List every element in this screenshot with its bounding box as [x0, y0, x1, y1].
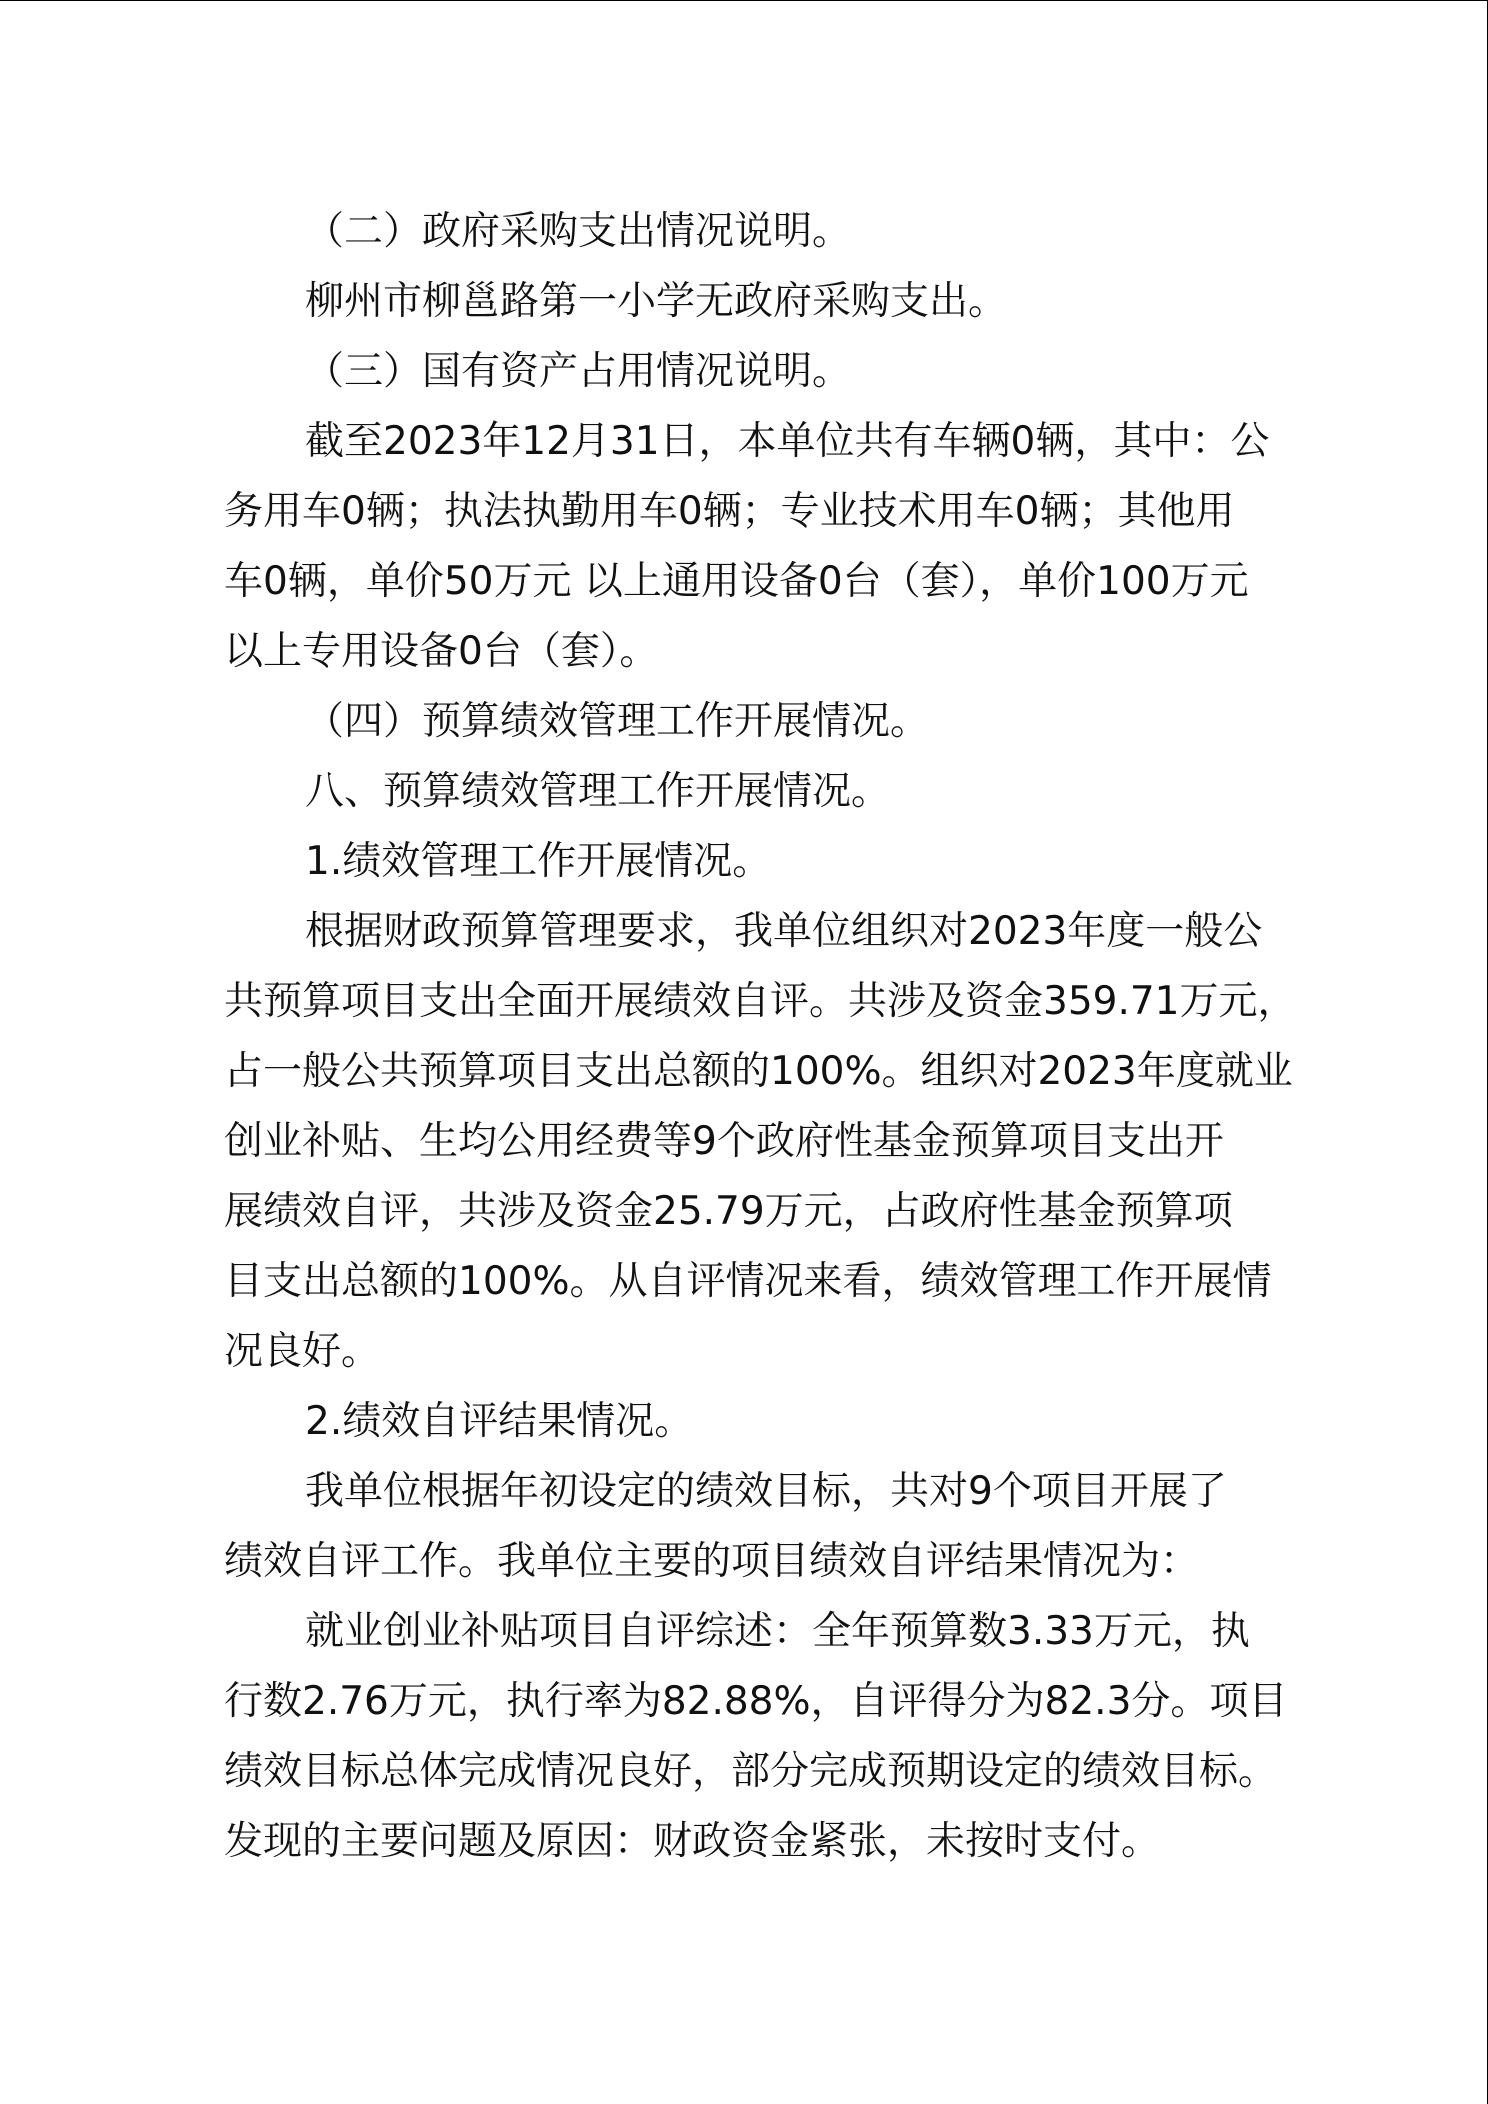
subheading-self-evaluation-results: 2.绩效自评结果情况。 — [305, 1399, 694, 1444]
section-heading-state-assets: （三）国有资产占用情况说明。 — [305, 349, 852, 394]
subheading-performance-work: 1.绩效管理工作开展情况。 — [305, 839, 772, 884]
paragraph-self-evaluation-intro: 我单位根据年初设定的绩效目标，共对9个项目开展了 绩效自评工作。我单位主要的项目绩效自评结果情况为： — [224, 1469, 1227, 1584]
paragraph-procurement-statement: 柳州市柳邕路第一小学无政府采购支出。 — [305, 279, 1008, 324]
section-heading-government-procurement: （二）政府采购支出情况说明。 — [305, 209, 852, 254]
paragraph-employment-subsidy-project: 就业创业补贴项目自评综述：全年预算数3.33万元，执 行数2.76万元，执行率为82.88%，自评得分为82.3分。项目 绩效目标总体完成情况良好，部分完成预期设定的绩效目标。 发现的主要问题及原因：财政资金紧张，未按时支付。 — [224, 1609, 1288, 1864]
paragraph-assets-statement: 截至2023年12月31日，本单位共有车辆0辆，其中：公 务用车0辆；执法执勤用车0辆；专业技术用车0辆；其他用 车0辆，单价50万元 以上通用设备0台（套），单价100万元 以上专用设备0台（套）。 — [224, 419, 1270, 674]
document-body — [224, 197, 1304, 1877]
paragraph-performance-work: 根据财政预算管理要求，我单位组织对2023年度一般公 共预算项目支出全面开展绩效自评。共涉及资金359.71万元， 占一般公共预算项目支出总额的100%。组织对2023年度就业 创业补贴、生均公用经费等9个政府性基金预算项目支出开 展绩效自评，共涉及资金25.79万元，占政府性基金预算项 目支出总额的100%。从自评情况来看，绩效管理工作开展情 况良好。 — [224, 909, 1297, 1374]
section-heading-eight: 八、预算绩效管理工作开展情况。 — [305, 769, 891, 814]
section-heading-performance-management: （四）预算绩效管理工作开展情况。 — [305, 699, 930, 744]
